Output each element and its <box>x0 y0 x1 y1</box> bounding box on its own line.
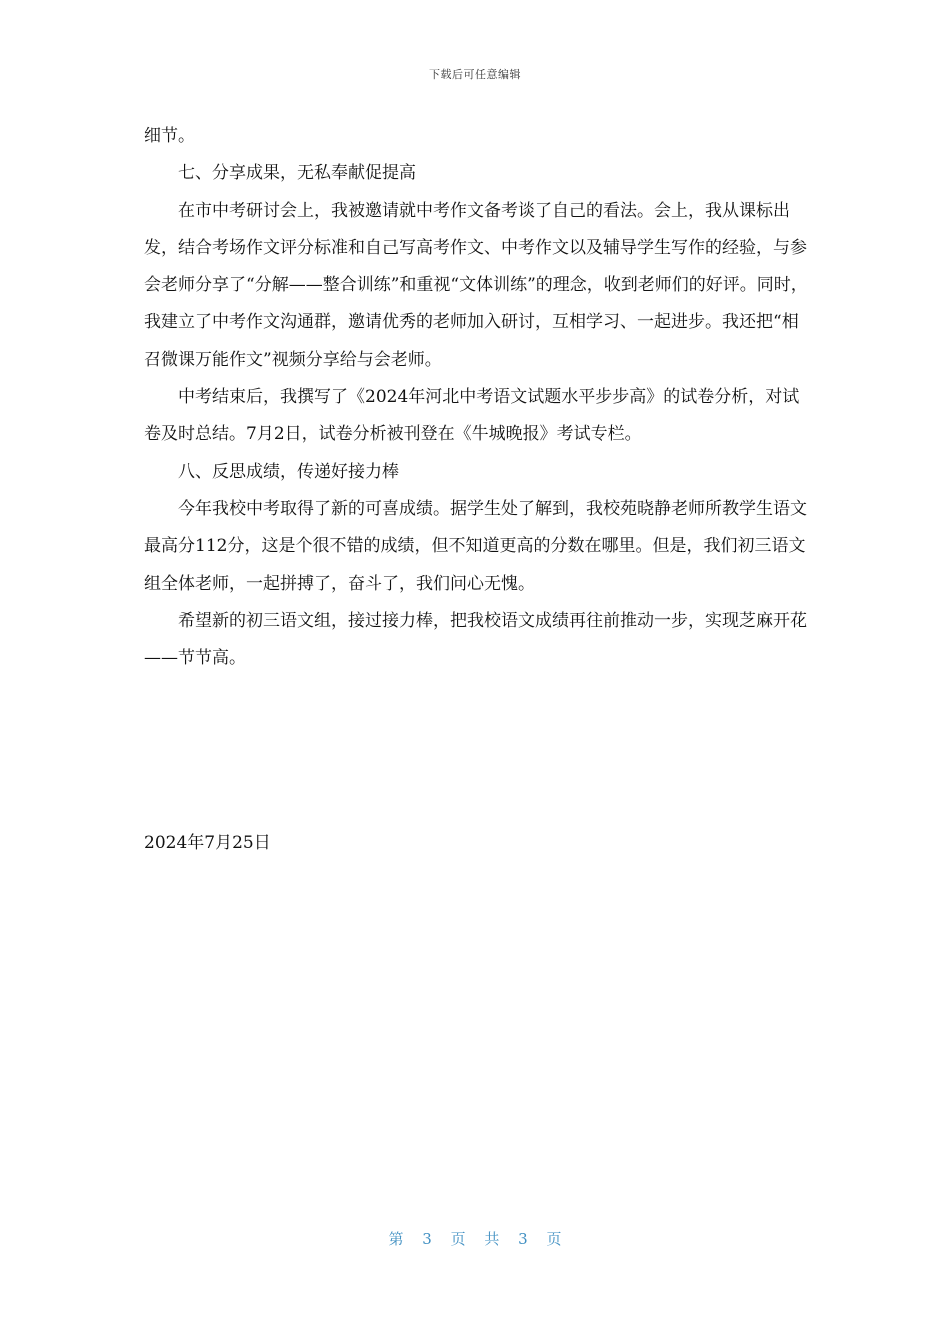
paragraph: 细节。 <box>144 126 195 146</box>
page-header: 下载后可任意编辑 <box>429 68 521 81</box>
section-heading: 七、分享成果，无私奉献促提高 <box>178 163 416 184</box>
document-date: 2024年7月25日 <box>144 833 271 853</box>
paragraph: 希望新的初三语文组，接过接力棒，把我校语文成绩再往前推动一步，实现芝麻开花——节节高。 <box>144 610 807 669</box>
paragraph: 中考结束后，我撰写了《2024年河北中考语文试题水平步步高》的试卷分析，对试卷及时总结。7月2日，试卷分析被刊登在《牛城晚报》考试专栏。 <box>144 387 800 445</box>
section-heading: 八、反思成绩，传递好接力棒 <box>178 461 399 482</box>
page-footer: 第 3 页 共 3 页 <box>388 1230 562 1248</box>
paragraph: 在市中考研讨会上，我被邀请就中考作文备考谈了自己的看法。会上，我从课标出发，结合考场作文评分标准和自己写高考作文、中考作文以及辅导学生写作的经验，与参会老师分享了“分解——整合训练”和重视“文体训练”的理念，收到老师们的好评。同时，我建立了中考作文沟通群，邀请优秀的老师加入研讨，互相学习、一起进步。我还把“相召微课万能作文”视频分享给与会老师。 <box>144 200 808 370</box>
paragraph: 今年我校中考取得了新的可喜成绩。据学生处了解到，我校苑晓静老师所教学生语文最高分112分，这是个很不错的成绩，但不知道更高的分数在哪里。但是，我们初三语文组全体老师，一起拼搏了，奋斗了，我们问心无愧。 <box>144 498 807 594</box>
document-body <box>144 118 812 677</box>
